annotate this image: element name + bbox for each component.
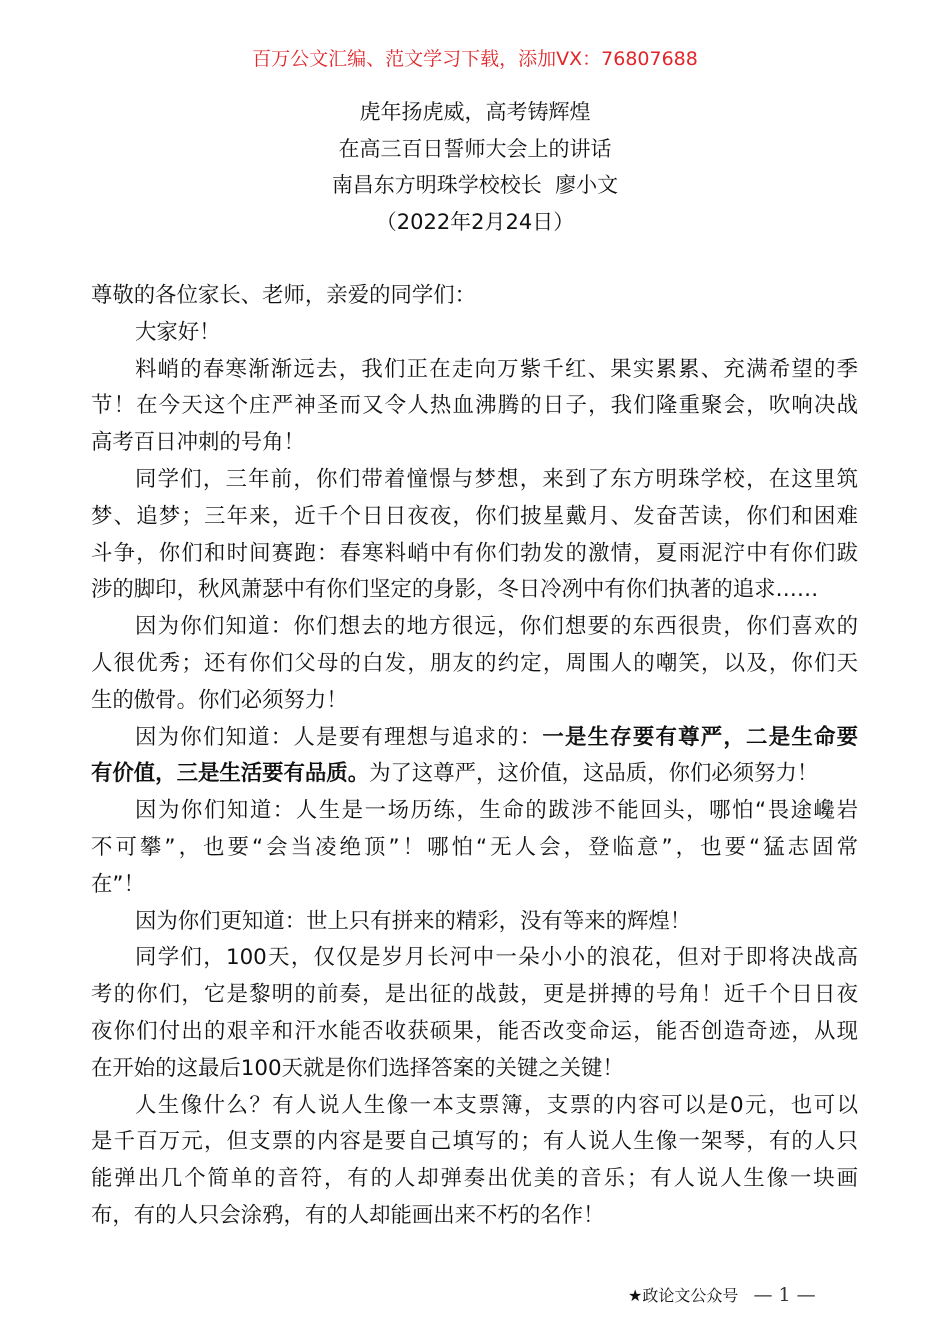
text-segment: 夜你们付出的艰辛和汗水能否收获硕果，能否改变命运，能否创造奇迹，从现 [91, 1018, 858, 1044]
text-line [91, 683, 858, 720]
text-line [91, 1051, 858, 1088]
speech-author: 南昌东方明珠学校校长 廖小文 [331, 173, 619, 197]
text-line [91, 499, 858, 536]
text-line [91, 830, 858, 867]
text-line [91, 278, 858, 315]
text-line [91, 388, 858, 425]
text-line [91, 425, 858, 462]
text-segment: 生的傲骨。你们必须努力！ [91, 687, 348, 713]
text-segment: 能弹出几个简单的音符，有的人却弹奏出优美的音乐；有人说人生像一块画 [91, 1166, 858, 1192]
text-line [91, 572, 858, 609]
text-segment: 考的你们，它是黎明的前奏，是出征的战鼓，更是拼搏的号角！近千个日日夜 [91, 982, 858, 1008]
text-segment: 人很优秀；还有你们父母的白发，朋友的约定，周围人的嘲笑，以及，你们天 [91, 650, 858, 676]
text-segment: 不可攀”，也要“会当凌绝顶”！哪怕“无人会，登临意”，也要“猛志固常 [91, 834, 858, 860]
text-segment: 节！在今天这个庄严神圣而又令人热血沸腾的日子，我们隆重聚会，吹响决战 [91, 393, 858, 419]
text-line [91, 536, 858, 573]
text-line [91, 867, 858, 904]
text-segment: 斗争，你们和时间赛跑：春寒料峭中有你们勃发的激情，夏雨泥泞中有你们跋 [91, 540, 858, 566]
text-segment: 是千百万元，但支票的内容是要自己填写的；有人说人生像一架琴，有的人只 [91, 1129, 858, 1155]
text-line [91, 1124, 858, 1161]
text-segment: 高考百日冲刺的号角！ [91, 430, 305, 456]
text-segment: 同学们，100天，仅仅是岁月长河中一朵小小的浪花，但对于即将决战高 [135, 945, 858, 971]
text-line [91, 756, 858, 793]
text-line [91, 1161, 858, 1198]
text-segment: 料峭的春寒渐渐远去，我们正在走向万紫千红、果实累累、充满希望的季 [135, 356, 858, 382]
watermark-banner: 百万公文汇编、范文学习下载，添加VX：76807688 [252, 48, 698, 70]
text-line [91, 720, 858, 757]
text-segment: 涉的脚印，秋风萧瑟中有你们坚定的身影，冬日冷冽中有你们执著的追求…… [91, 577, 819, 603]
text-segment: 人生像什么？有人说人生像一本支票簿，支票的内容可以是0元，也可以 [135, 1092, 858, 1118]
text-line [91, 646, 858, 683]
text-line [91, 1198, 858, 1235]
text-line [91, 462, 858, 499]
speech-date: （2022年2月24日） [375, 210, 575, 234]
text-line [91, 977, 858, 1014]
text-line [91, 352, 858, 389]
text-segment: 大家好！ [135, 319, 221, 345]
bold-text: 一是生存要有尊严，二是生命要 [542, 724, 858, 750]
text-line [91, 904, 858, 941]
text-line [91, 1088, 858, 1125]
text-segment: 梦、追梦；三年来，近千个日日夜夜，你们披星戴月、发奋苦读，你们和困难 [91, 503, 858, 529]
speech-subtitle: 在高三百日誓师大会上的讲话 [338, 137, 612, 161]
page-number: — 1 — [753, 1284, 816, 1306]
text-line [91, 940, 858, 977]
page-footer [628, 1283, 816, 1308]
bold-text: 有价值，三是生活要有品质。 [91, 761, 370, 787]
text-segment: 同学们，三年前，你们带着憧憬与梦想，来到了东方明珠学校，在这里筑 [135, 466, 858, 492]
speech-title: 虎年扬虎威，高考铸辉煌 [359, 100, 591, 124]
text-segment: 尊敬的各位家长、老师，亲爱的同学们： [91, 283, 477, 308]
footer-source: ★政论文公众号 [628, 1286, 739, 1305]
text-line [91, 609, 858, 646]
text-line [91, 793, 858, 830]
text-line [91, 315, 858, 352]
text-segment: 因为你们知道：你们想去的地方很远，你们想要的东西很贵，你们喜欢的 [135, 614, 858, 640]
speech-body [91, 278, 858, 1235]
text-segment: 因为你们知道：人是要有理想与追求的： [135, 724, 543, 750]
text-line [91, 1014, 858, 1051]
text-segment: 因为你们更知道：世上只有拼来的精彩，没有等来的辉煌！ [135, 908, 692, 934]
text-segment: 在”！ [91, 871, 145, 897]
text-segment: 因为你们知道：人生是一场历练，生命的跋涉不能回头，哪怕“畏途巉岩 [135, 798, 858, 824]
text-segment: 在开始的这最后100天就是你们选择答案的关键之关键！ [91, 1055, 624, 1081]
text-segment: 布，有的人只会涂鸦，有的人却能画出来不朽的名作！ [91, 1202, 605, 1228]
text-segment: 为了这尊严，这价值，这品质，你们必须努力！ [369, 761, 819, 787]
